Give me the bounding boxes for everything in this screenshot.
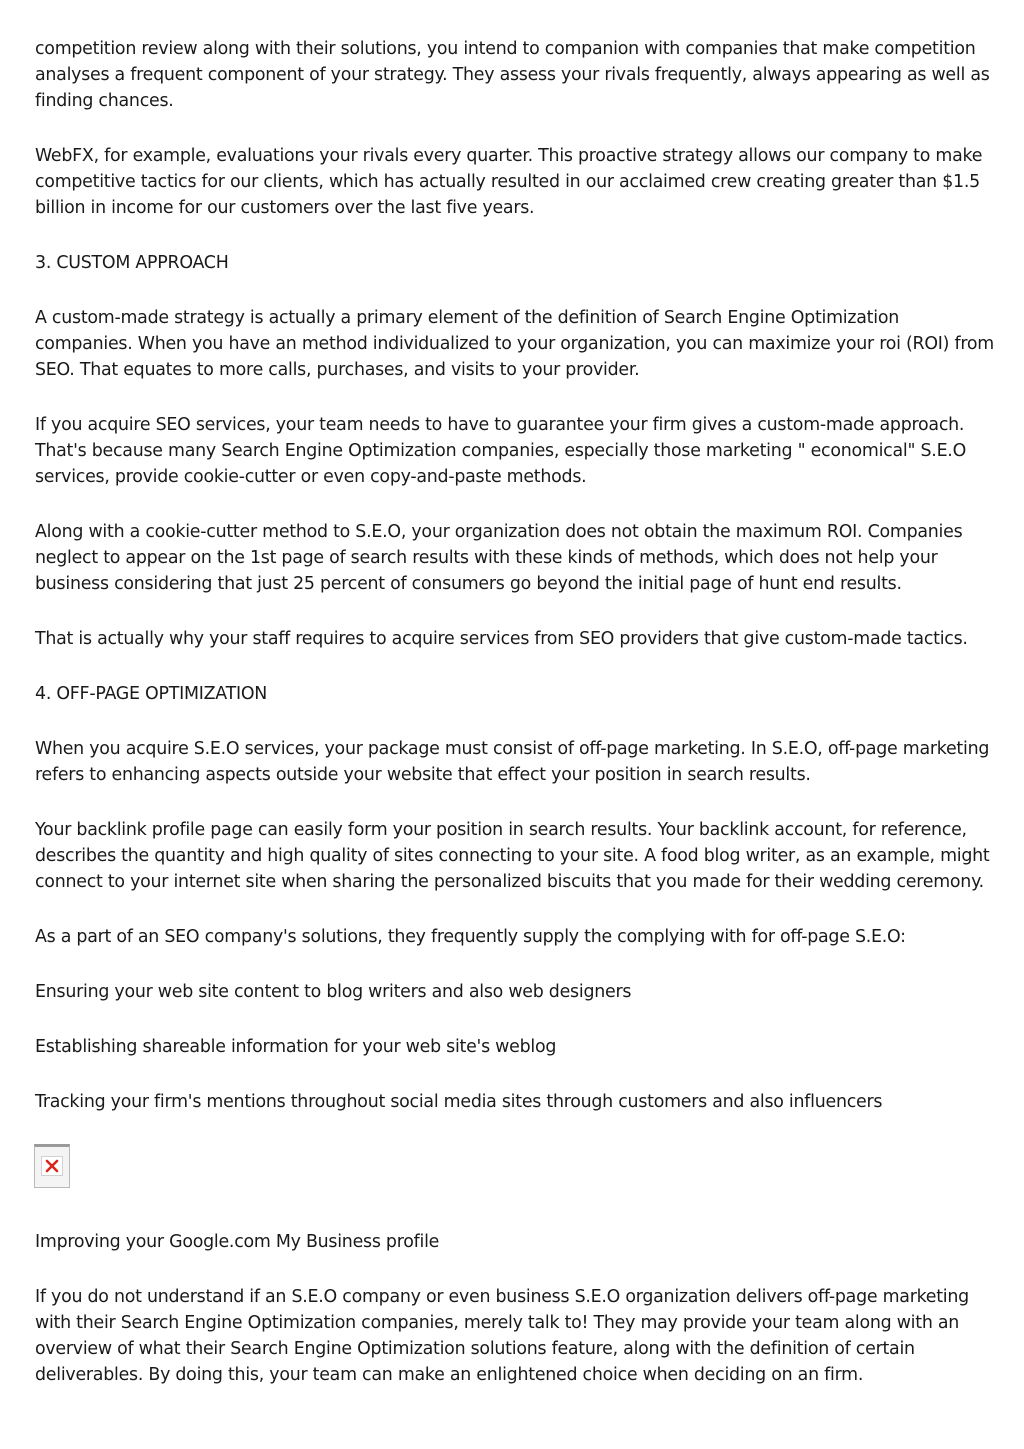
- paragraph-talk-to-seo-company: If you do not understand if an S.E.O company or even business S.E.O organization delivers off-page marketing with their Search Engine Optimization companies, merely talk to! They may provide your team along with an overview of what their Search Engine Optimization solutions feature, along with the definition of certain deliverables. By doing this, your team can make an enlightened choice when deciding on an firm.: [35, 1287, 969, 1385]
- list-item-google-my-business: Improving your Google.com My Business profile: [35, 1232, 440, 1252]
- paragraph-custom-tactics: That is actually why your staff requires to acquire services from SEO providers that give custom-made tactics.: [35, 629, 968, 649]
- paragraph-acquire-seo-services: If you acquire SEO services, your team needs to have to guarantee your firm gives a custom-made approach. That's because many Search Engine Optimization companies, especially those marketing " economical" S.E.O services, provide cookie-cutter or even copy-and-paste methods.: [35, 415, 967, 487]
- paragraph-webfx-example: WebFX, for example, evaluations your rivals every quarter. This proactive strategy allows our company to make competitive tactics for our clients, which has actually resulted in our acclaimed crew creating greater than $1.5 billion in income for our customers over the last five years.: [35, 146, 983, 218]
- paragraph-cookie-cutter-method: Along with a cookie-cutter method to S.E.O, your organization does not obtain the maximum ROI. Companies neglect to appear on the 1st page of search results with these kinds of methods, which does not help your business considering that just 25 percent of consumers go beyond the initial page of hunt end results.: [35, 522, 963, 594]
- paragraph-off-page-list-intro: As a part of an SEO company's solutions, they frequently supply the complying with for off-page S.E.O:: [35, 927, 906, 947]
- list-item-shareable-information: Establishing shareable information for your web site's weblog: [35, 1037, 557, 1057]
- list-item-tracking-mentions: Tracking your firm's mentions throughout social media sites through customers and also influencers: [35, 1092, 883, 1112]
- red-x-icon: [45, 1159, 59, 1173]
- document-body: [35, 36, 995, 1417]
- list-item-ensuring-content: Ensuring your web site content to blog writers and also web designers: [35, 982, 632, 1002]
- heading-off-page-optimization: 4. OFF-PAGE OPTIMIZATION: [35, 684, 268, 704]
- paragraph-off-page-marketing: When you acquire S.E.O services, your package must consist of off-page marketing. In S.E.O, off-page marketing refers to enhancing aspects outside your website that effect your position in search results.: [35, 739, 990, 785]
- paragraph-competition-review: competition review along with their solutions, you intend to companion with companies that make competition analyses a frequent component of your strategy. They assess your rivals frequently, always appearing as well as finding chances.: [35, 39, 990, 111]
- heading-custom-approach: 3. CUSTOM APPROACH: [35, 253, 229, 273]
- paragraph-backlink-profile: Your backlink profile page can easily form your position in search results. Your backlink account, for reference, describes the quantity and high quality of sites connecting to your site. A food blog writer, as an example, might connect to your internet site when sharing the personalized biscuits that you made for their wedding ceremony.: [35, 820, 990, 892]
- paragraph-custom-strategy: A custom-made strategy is actually a primary element of the definition of Search Engine Optimization companies. When you have an method individualized to your organization, you can maximize your roi (ROI) from SEO. That equates to more calls, purchases, and visits to your provider.: [35, 308, 994, 380]
- broken-image-frame: [41, 1156, 63, 1176]
- broken-image-icon: [34, 1144, 70, 1188]
